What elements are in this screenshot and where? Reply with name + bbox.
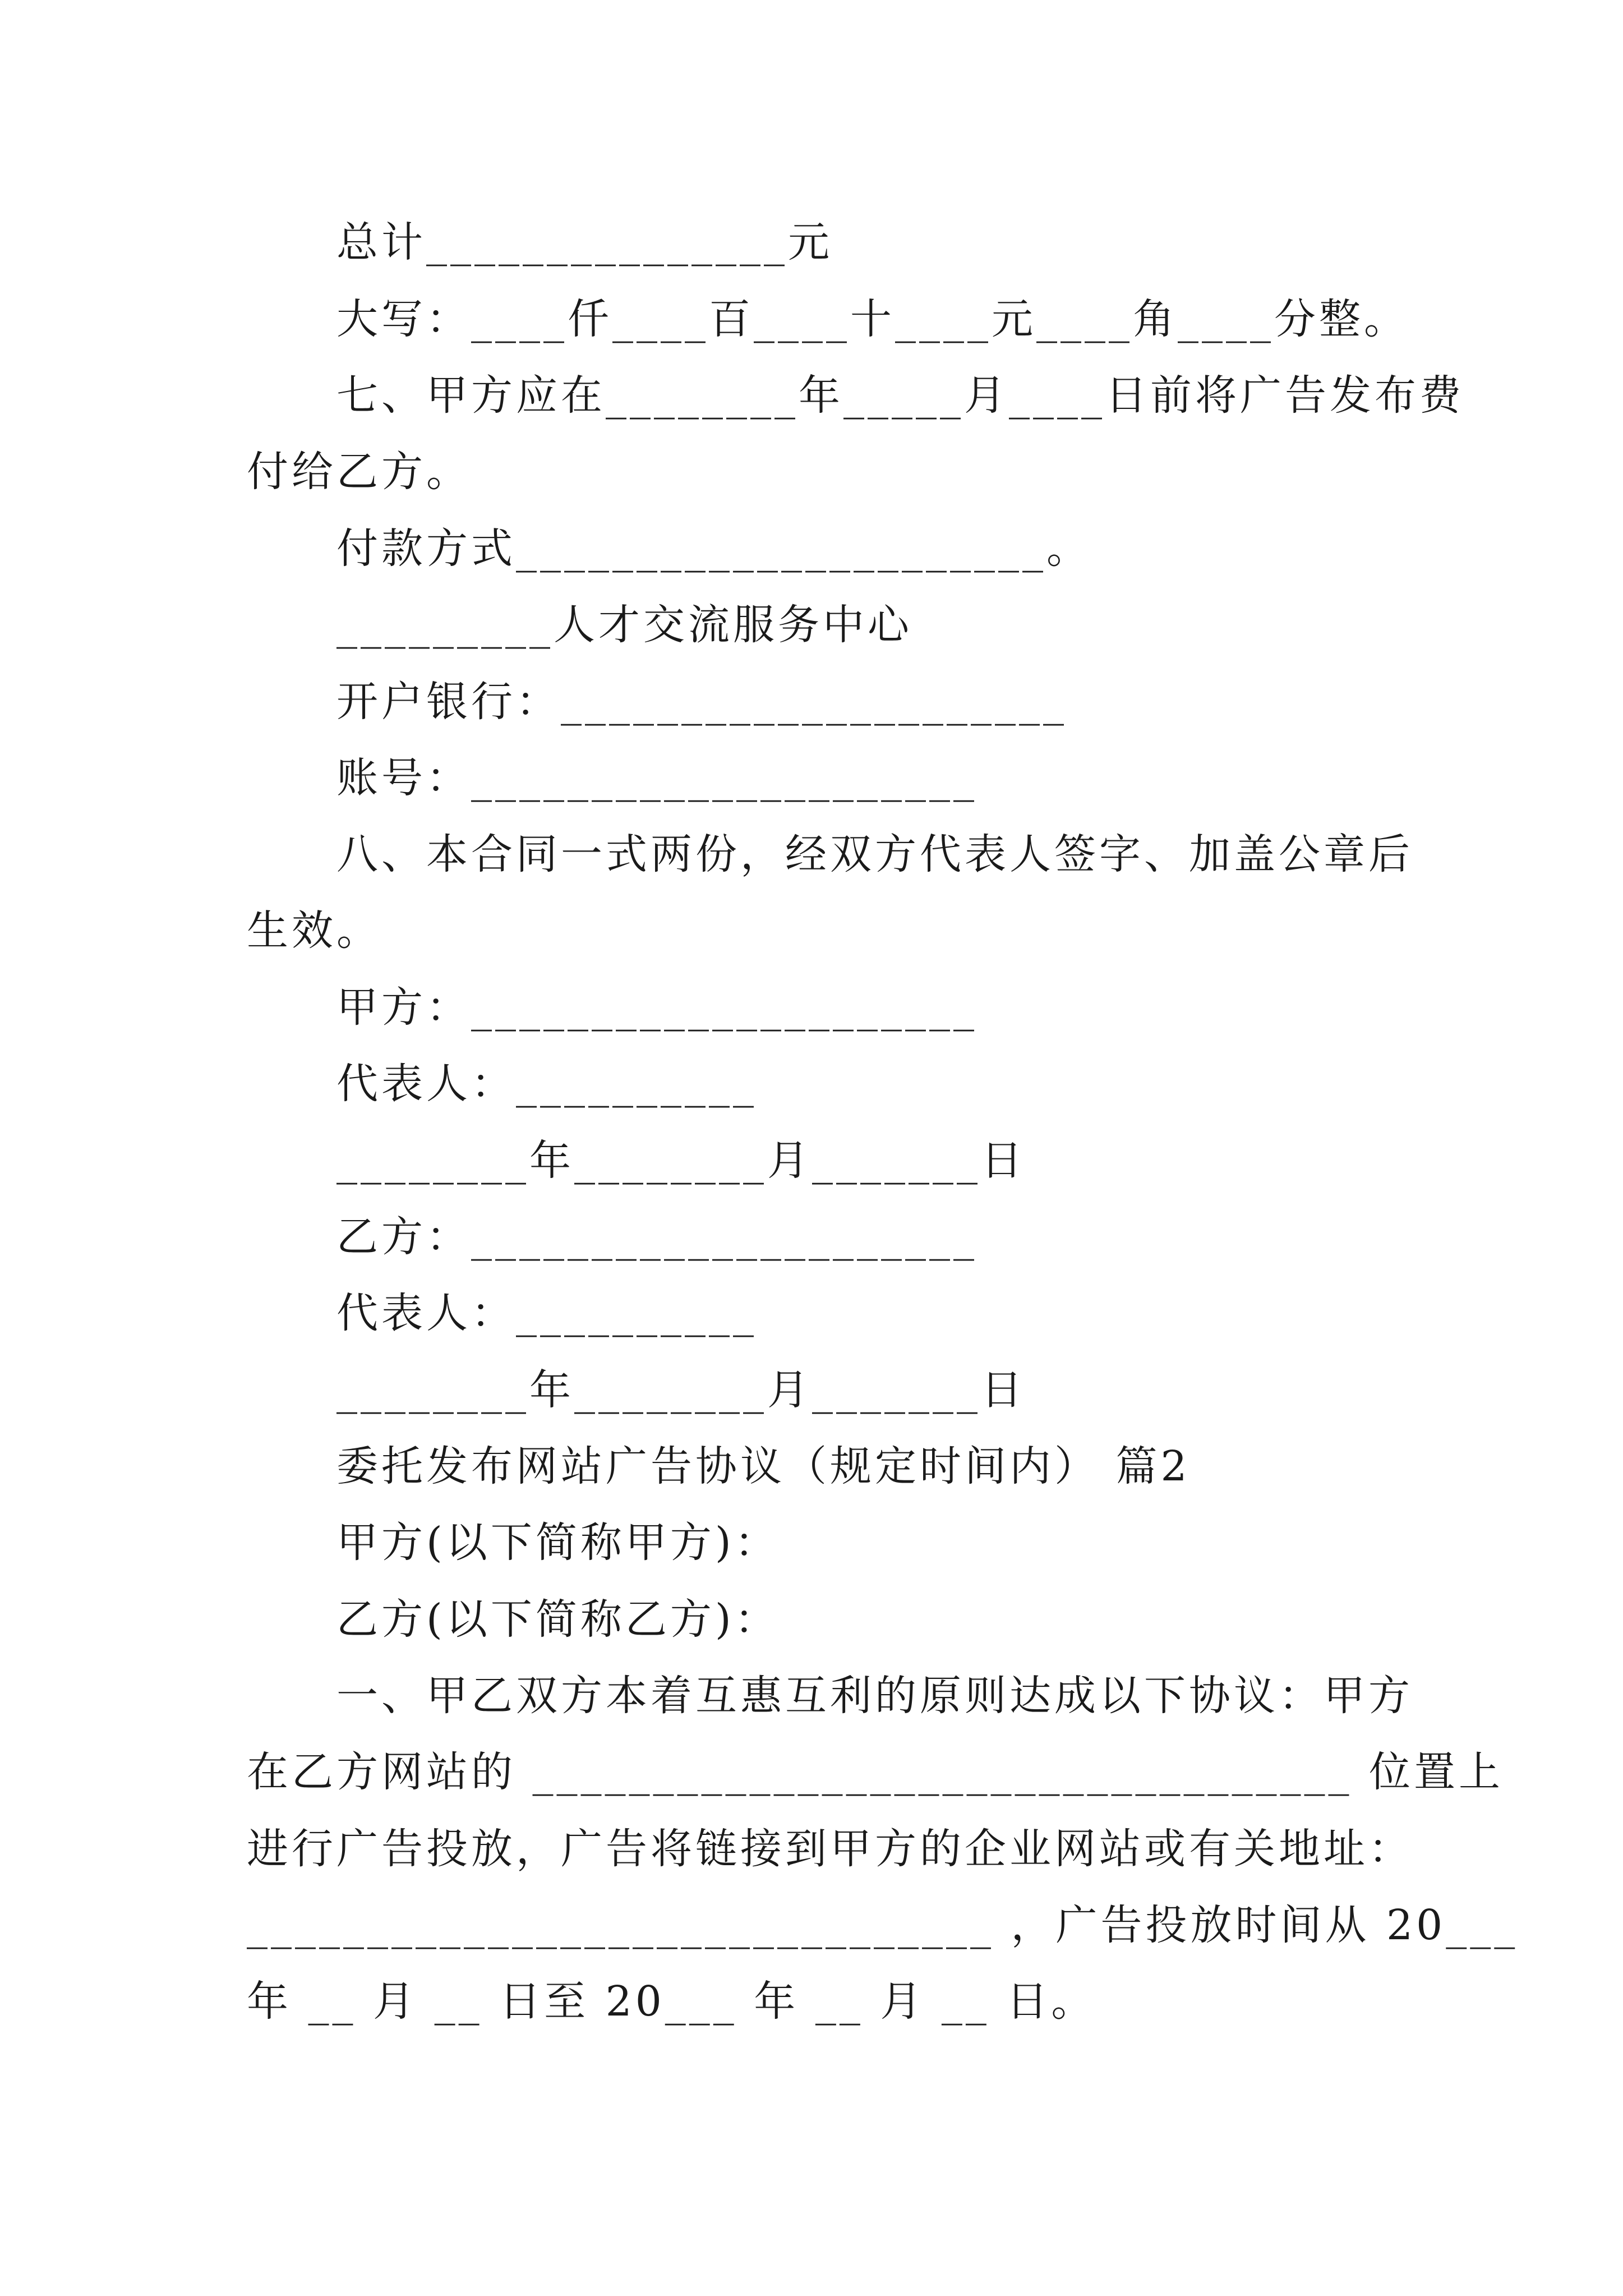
payment-method-line: 付款方式______________________。	[336, 524, 1091, 573]
clause-1-line-1: 一、甲乙双方本着互惠互利的原则达成以下协议：甲方	[336, 1672, 1413, 1720]
total-amount-line: 总计_______________元	[336, 218, 833, 266]
clause-7-line-1: 七、甲方应在________年_____月____日前将广告发布费	[336, 371, 1464, 420]
clause-1-line-3: 进行广告投放，广告将链接到甲方的企业网站或有关地址：	[247, 1825, 1413, 1873]
account-line: 账号：_____________________	[336, 754, 978, 802]
amount-in-words-line: 大写：____仟____百____十____元____角____分整。	[336, 295, 1409, 343]
party-b-date-line: ________年________月_______日	[336, 1366, 1026, 1414]
party-b-representative-line: 代表人：__________	[336, 1289, 757, 1337]
party-a-date-line: ________年________月_______日	[336, 1137, 1026, 1185]
party-b-line: 乙方：_____________________	[336, 1213, 978, 1261]
clause-1-line-4: _______________________________ ，广告投放时间从 20___	[247, 1901, 1519, 1949]
party-b-definition-line: 乙方(以下简称乙方)：	[336, 1595, 780, 1644]
party-a-representative-line: 代表人：__________	[336, 1060, 757, 1108]
clause-7-line-2: 付给乙方。	[247, 448, 471, 496]
section-2-title: 委托发布网站广告协议（规定时间内） 篇2	[336, 1442, 1191, 1490]
party-a-line: 甲方：_____________________	[336, 983, 978, 1032]
party-a-definition-line: 甲方(以下简称甲方)：	[336, 1519, 780, 1567]
payee-name-line: _________人才交流服务中心	[336, 601, 912, 649]
clause-1-line-5: 年 __ 月 __ 日至 20___ 年 __ 月 __ 日。	[247, 1977, 1096, 2026]
clause-8-line-1: 八、本合同一式两份，经双方代表人签字、加盖公章后	[336, 830, 1413, 878]
clause-1-line-2: 在乙方网站的 __________________________________ 位置上	[247, 1748, 1504, 1796]
bank-line: 开户银行：_____________________	[336, 678, 1067, 726]
clause-8-line-2: 生效。	[247, 907, 381, 955]
